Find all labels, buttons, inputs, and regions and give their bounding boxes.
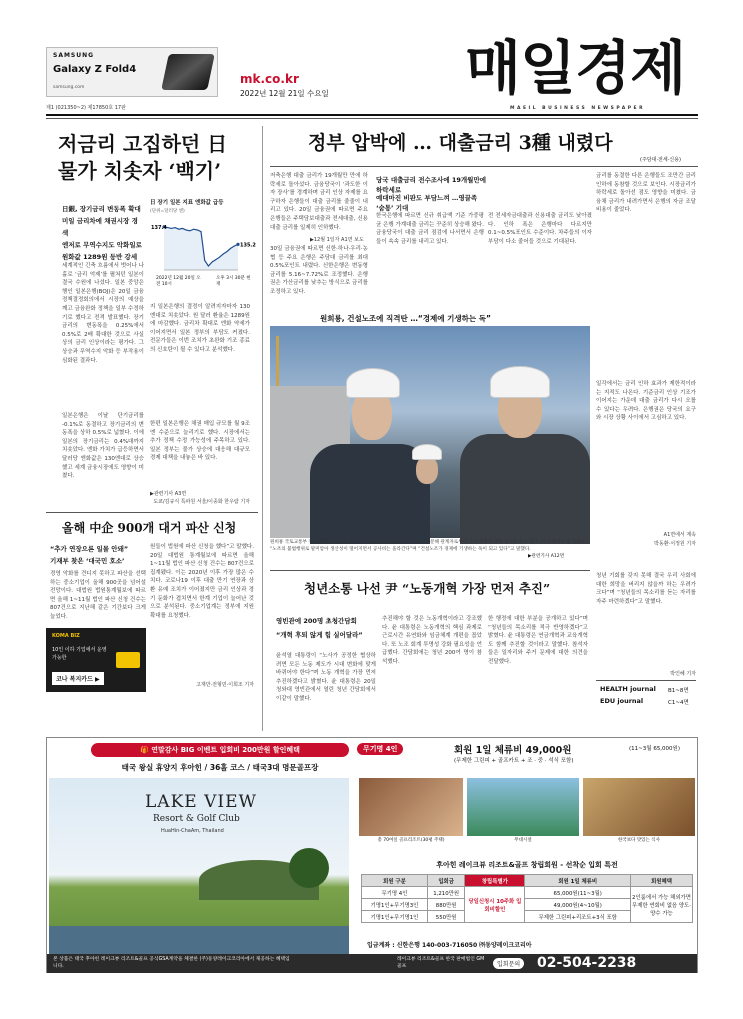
chart-x-end: 오후 3시 30분 현재 [216,276,251,287]
th-fee: 입회금 [427,875,464,887]
chart-point [230,248,231,249]
col-divider [262,126,263,731]
sme-headline: 올해 中企 900개 대거 파산 신청 [62,521,237,535]
chart-title: 日 장기 일본 지표 엔화값 급등 [150,200,224,206]
cell: 880만원 [427,899,464,911]
hard-hat-mid [412,444,442,460]
sme-sub-2: 기재부 찾은 ‘대국민 호소’ [50,557,125,565]
card-image [116,652,140,668]
left-headline-1: 저금리 고집하던 日 [58,132,228,156]
left-sub-1: 日銀, 장기금리 변동폭 확대 [62,205,141,213]
masthead-title: 매일경제 [465,34,686,102]
chart-x-start: 2022년 12월 20일 오전 10시 [156,276,201,287]
second-body-4: 청년 기회를 갖지 못해 결국 우리 사회에 대한 희망을 버리지 않을까 하는 우려가 크다”며 “청년들의 목소리를 듣는 자리를 자주 마련하겠다”고 말했다. [596,573,696,605]
photo-caption-title: 원희룡, 건설노조에 직격탄 …“경제에 기생하는 독” [320,314,491,323]
index-page-2: C1~4면 [668,700,689,706]
left-ref[interactable]: ▶관련기사 A3면 [150,491,187,497]
hard-hat-right [490,366,550,398]
ad-line-2: 태국 왕실 휴양지 후아힌 / 36홀 코스 / 태국3대 명문골프장 [121,763,319,772]
main-body-3: 한국은행에 따르면 신규 취급액 기준 가중평균 은행 가계대출 금리는 꾸준히 상승해 왔다. 금융당국이 대출 금리 점검에 나서면서 은행들이 속속 금리를 내리고 있다. [376,213,484,245]
section-rule [46,512,258,513]
ad-banner-text: 연말감사 BIG 이벤트 입회비 200만원 할인혜택 [151,746,300,754]
fee-title: 회원 1일 체류비 49,000원 [454,745,572,756]
golf-ad[interactable] [46,737,698,973]
chart-start-label: 137.4 [151,224,167,231]
main-body-5: 금리를 동결한 다른 은행들도 조만간 금리 인하에 동참할 것으로 보인다. 시장금리가 하락세로 돌아선 점도 영향을 미쳤다. 금융채 금리가 내려가면서 은행의 자금 조달 비용이 줄었다. [596,173,696,214]
chart-point [201,231,202,232]
chart-point [186,230,187,231]
th-stay: 회원 1일 체류비 [525,875,631,887]
hard-hat-left [346,368,400,398]
resort-photo-1 [359,778,463,836]
chart-point [223,254,224,255]
chart-point [189,230,190,231]
main-sub-1: 당국 대출금리 전수조사에 19개월만에 하락세로 [376,176,487,194]
chart-point [197,230,198,231]
phone-image [161,54,215,90]
koma-button[interactable]: 코나 복지카드 ▶ [52,672,104,685]
chart-point [171,228,172,229]
chart-point [219,257,220,258]
chart-point [204,260,205,261]
left-sub-4: 원화값 1289원 등반 강세 [62,253,138,261]
main-ref-1[interactable]: ▶12월 1일자 A1면 보도 [310,237,364,243]
chart-point [226,251,227,252]
benefit-note: 2인룸에서 가능 해외가면 무제한 연회비 없음 양도·양수 가능 [631,887,693,923]
resort-photo-3 [583,778,695,836]
price-table [361,874,693,923]
photo-label-2: 무대시설 [514,838,532,843]
second-body-2: 추진해야 할 것은 노동개혁이라고 강조했다. 윤 대통령은 노동개혁의 핵심 과제로 근로시간 유연화와 임금체계 개편을 꼽았다. 또 노조 회계 투명성 강화 필요성을 언급했다. 간담회에는 청년 200여 명이 참석했다. [382,616,482,665]
cell: 기명1인+무기명1인 [362,911,428,923]
brand-location: HuaHin-ChaAm, Thailand [161,828,224,834]
main-headline: 정부 압박에 … 대출금리 3種 내렸다 [308,132,613,154]
sme-sub-1: “추가 연장으론 일몰 안돼” [50,545,129,553]
th-type: 회원 구분 [362,875,428,887]
th-benefit: 회원혜택 [631,875,693,887]
second-body-3: 한 행정에 대한 부분을 공개하고 있다”며 “청년들의 목소리를 적극 반영하겠다”고 밝혔다. 윤 대통령은 연금개혁과 교육개혁도 함께 추진할 것이라고 말했다. 참석자들은 일자리와 주거 문제에 대한 의견을 전달했다. [488,616,588,665]
th-special: 창립특별가 [465,875,525,887]
ad-banner [91,743,349,757]
photo-label-3: 한국보다 맛있는 식사 [618,838,660,843]
cell: 무기명 4인 [362,887,428,899]
ad-site: samsung.com [53,85,85,90]
yen-chart [150,200,254,298]
photo-caption: 원희룡 국토교통부 장관(왼쪽)이 20일 세종시 산울동 아파트 건설공사 현장을 방문해 관계자로부터 공사 현황에 대해 설명을 듣고 있다. 이 자리에서 원 장관은 “노조의 불법행위로 말미암아 생산성이 떨어지면서 공사비는 올라간다”며 “건설노조가 경제에 기생하는 독이 되고 있다”고 말했다. [270,540,586,552]
ad-product: Galaxy Z Fold4 [53,64,137,75]
gift-icon: 🎁 [140,746,152,754]
left-sub-3: 엔저로 무역수지도 악화일로 [62,241,142,249]
left-body-2: 일본은행은 이날 단기금리를 -0.1%로 동결하고 장기금리의 변동폭을 상하 0.5%로 넓혔다. 이에 일본의 장기금리는 0.4%대까지 치솟았다. 엔화 가치가 급등하면서 달러당 엔화값은 130엔대로 상승했고 세계 금융시장에도 영향이 미쳤다. [62,413,144,480]
cell: 65,000원(11~3월) [525,887,631,899]
chart-end-label: 135.2 [240,242,256,249]
main-ref-2[interactable]: A1면에서 계속 [663,532,696,538]
index-item-2[interactable]: EDU journal [600,697,644,705]
brand-title: LAKE VIEW [145,792,257,812]
brand-sub: Resort & Golf Club [153,814,240,824]
issue-info: 제1 (021350~2) 제17850호 17판 [46,105,126,111]
person-right-body [460,434,590,544]
koma-ad[interactable] [46,628,146,692]
ad-brand: SAMSUNG [53,52,95,59]
chart-point [234,246,235,247]
main-body-6: 일각에서는 금리 인하 효과가 제한적이라는 지적도 나온다. 기준금리 인상 기조가 이어지는 가운데 대출 금리가 다시 오를 수 있다는 우려다. 은행권은 당국의 요구와 시장 상황 사이에서 고심하고 있다. [596,381,696,422]
phone-number[interactable]: 02-504-2238 [537,955,637,971]
gift-tag: 무기명 4인 [357,743,403,755]
second-sub-1: 영빈관에 200명 초청간담회 [276,617,357,625]
resort-photo-2 [467,778,579,836]
samsung-ad[interactable] [46,47,218,97]
sme-body-2: 원들이 법원에 파산 신청을 했다”고 말했다. 20일 대법원 통계월보에 따르면 올해 1~11월 법인 파산 신청 건수는 807건으로 집계됐다. 이는 2020년 이후 가장 많은 수치다. 코로나19 이후 대출 만기 연장과 상환 유예 조치가 이어졌지만 금리 인상과 경기 둔화가 겹치면서 한계 기업이 늘어난 것으로 분석된다. 중소기업계는 정부에 지원 확대를 요청했다. [150,544,254,619]
cell: 기명1인+무기명3인 [362,899,428,911]
main-sub-2: 예대마진 비판도 부담느껴 …영끌족 ‘숨통’ 기대 [376,194,478,212]
chart-plot [150,216,254,276]
cell: 49,000원(4~10월) [525,899,631,911]
site-url[interactable]: mk.co.kr [240,72,299,86]
left-headline-2: 물가 치솟자 ‘백기’ [58,159,222,183]
masthead-subtitle: MAEIL BUSINESS NEWSPAPER [510,106,646,111]
footer-mid: 레이크뷰 리조트&골프 한국 판매법인 GM골프 [397,957,485,969]
masthead-rule [46,114,698,116]
left-subhead-block [62,203,142,263]
main-body-4: 전 전세자금대출과 신용대출 금리도 낮아졌다. 인하 폭은 은행마다 다르지만 0.1~0.5%포인트 수준이다. 차주들의 이자 부담이 다소 줄어들 것으로 기대된다. [488,213,592,245]
photo-ref[interactable]: ▶관련기사 A12면 [528,554,565,559]
second-headline: 청년소통 나선 尹 “노동개혁 가장 먼저 추진” [304,581,551,596]
tree [289,848,329,888]
index-page-1: B1~8면 [668,688,689,694]
chart-point [182,228,183,229]
koma-text: 10인 이하 기업에서 운영 가능한 [52,647,107,661]
table-row [362,887,693,899]
chart-point [215,259,216,260]
main-body-2: 30일 금융권에 따르면 신한·하나·우리·농협 등 주요 은행은 주담대 금리를 최대 0.5%포인트 내렸다. 신한은행은 변동형 금리를 5.16~7.72%로 조정했다. 은행권은 가산금리를 낮추는 방식으로 금리를 조정하고 있다. [270,246,368,295]
second-byline: 박인혜 기자 [670,671,696,677]
benefit-cell: 무제한 그린피+리조트+3식 포함 [525,911,631,923]
sme-byline: 고재만·전형민·이희조 기자 [196,682,254,688]
chart-point [193,229,194,230]
cell: 550만원 [427,911,464,923]
phone-label: 입회문의 [493,958,524,969]
ad-scene [49,778,349,954]
event-title: 후아힌 레이크뷰 리조트&골프 창립회원 - 선착순 입회 특전 [436,861,618,869]
second-sub-2: “개혁 후퇴 않게 힘 실어달라” [276,631,363,639]
photo-label-1: 총 70여실 골프리조트(30평 주택) [377,838,445,843]
masthead-rule-thin [46,118,698,119]
footer-left: 본 상품은 태국 후아힌 레이크뷰 리조트&골프 공식GSA계약을 체결한 (주)동양레이크코리아에서 제공하는 혜택입니다. [53,957,290,969]
main-byline: 박동환·서정원 기자 [654,541,696,547]
fee-detail: (무제한 그린피 + 골프카트 + 조 · 중 · 석식 포함) [454,758,574,764]
left-byline: 도쿄/김규식 특파원 서울/이종화 한우람 기자 [153,499,250,505]
index-rule [596,680,696,681]
main-body-1: 저축은행 대출 금리가 19개월만 만에 하락세로 돌아섰다. 금융당국이 ‘과도한 이자 장사’를 경계하며 금리 인상 자제를 요구하자 은행들이 대출 금리를 줄줄이 내리고 있다. 20일 금융권에 따르면 주요 은행들은 주택담보대출과 전세대출, 신용대출 금리를 일제히 인하했다. [270,173,368,231]
second-rule [270,570,590,571]
issue-date: 2022년 12월 21일 수요일 [240,89,329,98]
news-photo [270,326,590,538]
special-price: 당일신청시 10주화 입회비할인 [465,887,525,923]
cell: 1,210만원 [427,887,464,899]
ad-footer [47,954,697,973]
second-body-1: 윤석열 대통령이 “노사가 공정한 협상하려면 모든 노동 제도가 시대 변화에 맞게 바뀌어야 한다”며 노동 개혁을 가장 먼저 추진하겠다고 밝혔다. 윤 대통령은 20일 청와대 영빈관에서 열린 청년 간담회에서 이같이 말했다. [276,653,376,702]
chart-point [208,266,209,267]
chart-ylabel: (단위=달러당 엔) [150,209,185,214]
inquiry-account: 입금계좌 : 신한은행 140-003-716050 ㈜동양레이크코리아 [367,942,532,949]
lake [49,926,349,954]
chart-point [167,227,168,228]
sme-body-1: 경영 악화를 견디지 못하고 파산을 선택하는 중소기업이 올해 900곳을 넘어설 전망이다. 대법원 법원통계월보에 따르면 올해 1~11월 법인 파산 신청 건수는 807건으로 지난해 같은 기간보다 크게 늘었다. [50,571,146,620]
index-item-1[interactable]: HEALTH journal [600,685,656,693]
fee-sub: (11~3월 65,000원) [629,746,681,752]
person-mid-face [416,456,438,484]
left-body-3: 지 일본은행의 결정이 알려지자마자 130엔대로 치솟았다. 원 달러 환율은 1289원에 마감했다. 금리차 확대로 엔화 약세가 이어지면서 일본 정부의 부담도 커졌다. 전문가들은 이번 조치가 초완화 기조 종료의 신호탄이 될 수 있다고 분석했다. [150,304,250,353]
koma-title: KOMA BIZ [52,633,80,639]
left-body-4: 한편 일본은행은 채권 매입 규모를 월 9조엔 수준으로 늘리기로 했다. 시장에서는 추가 정책 수정 가능성에 주목하고 있다. 일본 정부는 물가 상승에 대응해 대규모 경제 대책을 내놓은 바 있다. [150,421,250,462]
chart-point [212,262,213,263]
main-rule [270,166,698,167]
left-sub-2: 미일 금리차에 채권시장 경색 [62,217,138,237]
left-body-1: 세계적인 긴축 흐름에서 벗어나 나홀로 ‘금리 억제’를 펼쳐던 일본이 결국 수원에 나섰다. 일본 중앙은행인 일본은행(BOJ)은 20일 금융정책결정회의에서 시장의 예상을 깨고 금융완화 정책을 일부 수정하기로 했다고 전격 발표했다. 장기금리의 변동폭을 0.25%에서 0.5%로 2배 확대한 것으로 사실상의 금리 인상이라는 평가다. 그 상승과 무역수지 악화 등 부작용이 심화된 결과다. [62,263,144,364]
chart-point [178,229,179,230]
chart-point [175,227,176,228]
main-credit: (주담대·전세·신용) [640,157,681,163]
table-header-row [362,875,693,887]
